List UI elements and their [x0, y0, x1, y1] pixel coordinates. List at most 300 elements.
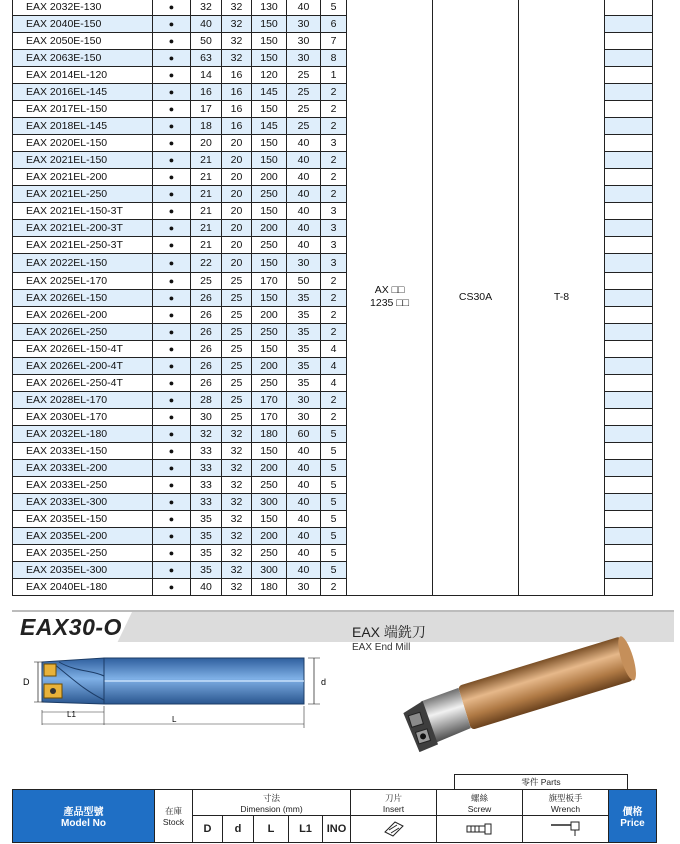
cell-D: 26 — [191, 307, 222, 324]
price-cell — [605, 0, 653, 16]
stock-dot: ● — [153, 358, 191, 375]
stock-dot: ● — [153, 579, 191, 596]
wrench-cell — [519, 0, 605, 596]
col-INO-header: INO — [323, 816, 351, 843]
cell-d: 20 — [222, 237, 252, 254]
cell-INO: 4 — [321, 341, 347, 358]
cell-D: 35 — [191, 528, 222, 545]
cell-L: 200 — [252, 220, 287, 237]
cell-L1: 25 — [287, 101, 321, 118]
cell-D: 26 — [191, 341, 222, 358]
screw-cell — [433, 0, 519, 596]
model-cell: EAX 2033EL-250 — [13, 477, 153, 494]
cell-L1: 40 — [287, 0, 321, 16]
price-cell — [605, 237, 653, 254]
cell-d: 32 — [222, 0, 252, 16]
cell-L: 150 — [252, 16, 287, 33]
cell-D: 35 — [191, 511, 222, 528]
dimension-en: Dimension (mm) — [240, 803, 303, 814]
cell-d: 16 — [222, 67, 252, 84]
cell-L: 150 — [252, 443, 287, 460]
cell-L: 200 — [252, 169, 287, 186]
cell-D: 21 — [191, 169, 222, 186]
stock-dot: ● — [153, 307, 191, 324]
cell-L1: 40 — [287, 477, 321, 494]
cell-d: 16 — [222, 101, 252, 118]
model-cell: EAX 2017EL-150 — [13, 101, 153, 118]
cell-d: 32 — [222, 528, 252, 545]
cell-D: 33 — [191, 477, 222, 494]
cell-d: 32 — [222, 460, 252, 477]
cell-d: 32 — [222, 443, 252, 460]
model-cell: EAX 2014EL-120 — [13, 67, 153, 84]
stock-dot: ● — [153, 101, 191, 118]
stock-dot: ● — [153, 477, 191, 494]
cell-D: 21 — [191, 152, 222, 169]
stock-dot: ● — [153, 237, 191, 254]
cell-D: 32 — [191, 0, 222, 16]
cell-INO: 5 — [321, 460, 347, 477]
stock-zh: 在庫 — [164, 806, 182, 816]
model-no-zh: 產品型號 — [63, 807, 104, 818]
model-cell: EAX 2021EL-250-3T — [13, 237, 153, 254]
model-cell: EAX 2026EL-200-4T — [13, 358, 153, 375]
dimension-header — [193, 790, 351, 816]
col-d-header: d — [223, 816, 254, 843]
cell-INO: 2 — [321, 392, 347, 409]
cell-INO: 2 — [321, 84, 347, 101]
cell-d: 25 — [222, 290, 252, 307]
price-cell — [605, 579, 653, 596]
cell-INO: 8 — [321, 50, 347, 67]
stock-dot: ● — [153, 290, 191, 307]
cell-L: 120 — [252, 67, 287, 84]
price-cell — [605, 254, 653, 273]
cell-L: 180 — [252, 426, 287, 443]
model-cell: EAX 2035EL-250 — [13, 545, 153, 562]
cell-L: 200 — [252, 358, 287, 375]
cell-D: 33 — [191, 460, 222, 477]
stock-dot: ● — [153, 50, 191, 67]
cell-D: 50 — [191, 33, 222, 50]
price-cell — [605, 101, 653, 118]
cell-L1: 25 — [287, 118, 321, 135]
stock-dot: ● — [153, 341, 191, 358]
cell-L1: 30 — [287, 579, 321, 596]
cell-INO: 2 — [321, 290, 347, 307]
model-cell: EAX 2018EL-145 — [13, 118, 153, 135]
stock-dot: ● — [153, 375, 191, 392]
cell-L: 150 — [252, 511, 287, 528]
cell-L: 130 — [252, 0, 287, 16]
model-cell: EAX 2033EL-150 — [13, 443, 153, 460]
model-cell: EAX 2021EL-250 — [13, 186, 153, 203]
stock-dot: ● — [153, 443, 191, 460]
cell-L: 180 — [252, 579, 287, 596]
cell-d: 32 — [222, 545, 252, 562]
cell-L1: 40 — [287, 443, 321, 460]
cell-INO: 3 — [321, 220, 347, 237]
model-cell: EAX 2040E-150 — [13, 16, 153, 33]
cell-INO: 5 — [321, 562, 347, 579]
price-cell — [605, 375, 653, 392]
price-cell — [605, 273, 653, 290]
wrench-zh: 旗型板手 — [548, 792, 583, 803]
cell-L: 150 — [252, 341, 287, 358]
model-cell: EAX 2040EL-180 — [13, 579, 153, 596]
cell-INO: 6 — [321, 16, 347, 33]
cell-D: 18 — [191, 118, 222, 135]
price-cell — [605, 203, 653, 220]
dim-L-label: L — [172, 715, 177, 724]
cell-INO: 5 — [321, 545, 347, 562]
model-cell: EAX 2020EL-150 — [13, 135, 153, 152]
price-cell — [605, 460, 653, 477]
cell-D: 26 — [191, 375, 222, 392]
wrench-icon — [549, 821, 583, 837]
stock-dot: ● — [153, 426, 191, 443]
stock-en: Stock — [162, 817, 185, 827]
stock-dot: ● — [153, 118, 191, 135]
cell-INO: 3 — [321, 237, 347, 254]
cell-L1: 30 — [287, 409, 321, 426]
cell-INO: 2 — [321, 409, 347, 426]
cell-D: 21 — [191, 237, 222, 254]
model-cell: EAX 2021EL-200 — [13, 169, 153, 186]
cell-d: 20 — [222, 220, 252, 237]
cell-d: 32 — [222, 579, 252, 596]
cell-L1: 40 — [287, 494, 321, 511]
cell-D: 16 — [191, 84, 222, 101]
stock-dot: ● — [153, 135, 191, 152]
cell-L1: 40 — [287, 562, 321, 579]
cell-L1: 40 — [287, 460, 321, 477]
stock-dot: ● — [153, 84, 191, 101]
cell-d: 25 — [222, 273, 252, 290]
cell-L1: 40 — [287, 186, 321, 203]
cell-L: 200 — [252, 307, 287, 324]
cell-d: 25 — [222, 375, 252, 392]
model-cell: EAX 2028EL-170 — [13, 392, 153, 409]
model-cell: EAX 2021EL-150-3T — [13, 203, 153, 220]
cell-L1: 35 — [287, 375, 321, 392]
model-cell: EAX 2035EL-300 — [13, 562, 153, 579]
cell-INO: 2 — [321, 101, 347, 118]
cell-L: 250 — [252, 186, 287, 203]
cell-d: 32 — [222, 477, 252, 494]
cell-INO: 2 — [321, 324, 347, 341]
cell-L: 150 — [252, 50, 287, 67]
cell-D: 26 — [191, 290, 222, 307]
stock-dot: ● — [153, 409, 191, 426]
product-code-title: EAX30-O — [20, 614, 122, 640]
price-cell — [605, 477, 653, 494]
column-header-table — [12, 789, 657, 843]
insert-cell-line-2: 1235 □□ — [370, 297, 409, 309]
product-name-zh: EAX 端銑刀 — [352, 624, 426, 640]
cell-L: 200 — [252, 528, 287, 545]
price-en: Price — [620, 818, 645, 829]
cell-D: 20 — [191, 135, 222, 152]
model-cell: EAX 2026EL-250 — [13, 324, 153, 341]
cell-d: 20 — [222, 152, 252, 169]
model-cell: EAX 2030EL-170 — [13, 409, 153, 426]
stock-dot: ● — [153, 254, 191, 273]
dim-D-label: D — [23, 677, 30, 687]
insert-zh: 刀片 — [384, 792, 402, 803]
cell-d: 32 — [222, 16, 252, 33]
cell-d: 20 — [222, 203, 252, 220]
cell-INO: 2 — [321, 273, 347, 290]
model-cell: EAX 2026EL-150-4T — [13, 341, 153, 358]
cell-INO: 3 — [321, 254, 347, 273]
product-spec-table — [12, 0, 653, 596]
dim-L1-label: L1 — [67, 710, 76, 719]
price-cell — [605, 562, 653, 579]
cell-INO: 3 — [321, 203, 347, 220]
cell-INO: 2 — [321, 307, 347, 324]
model-cell: EAX 2026EL-150 — [13, 290, 153, 307]
price-cell — [605, 50, 653, 67]
cell-L1: 30 — [287, 50, 321, 67]
cell-L: 170 — [252, 273, 287, 290]
cell-L1: 30 — [287, 16, 321, 33]
cell-L1: 50 — [287, 273, 321, 290]
col-L-header: L — [254, 816, 289, 843]
cell-INO: 5 — [321, 0, 347, 16]
stock-dot: ● — [153, 562, 191, 579]
stock-dot: ● — [153, 220, 191, 237]
model-no-en: Model No — [61, 818, 106, 829]
screw-icon — [465, 822, 495, 836]
insert-header — [351, 790, 437, 816]
model-cell: EAX 2063E-150 — [13, 50, 153, 67]
price-header — [609, 790, 657, 843]
stock-dot: ● — [153, 494, 191, 511]
cell-D: 17 — [191, 101, 222, 118]
cell-INO: 2 — [321, 152, 347, 169]
cell-L: 300 — [252, 494, 287, 511]
cell-D: 26 — [191, 324, 222, 341]
model-cell: EAX 2022EL-150 — [13, 254, 153, 273]
cell-INO: 5 — [321, 443, 347, 460]
cell-INO: 5 — [321, 511, 347, 528]
stock-dot: ● — [153, 186, 191, 203]
model-no-header — [13, 790, 155, 843]
price-cell — [605, 67, 653, 84]
model-cell: EAX 2026EL-250-4T — [13, 375, 153, 392]
cell-L: 250 — [252, 477, 287, 494]
cell-d: 16 — [222, 84, 252, 101]
cell-d: 32 — [222, 494, 252, 511]
cell-L1: 35 — [287, 341, 321, 358]
stock-dot: ● — [153, 392, 191, 409]
cell-D: 32 — [191, 426, 222, 443]
cell-D: 35 — [191, 562, 222, 579]
price-cell — [605, 324, 653, 341]
price-cell — [605, 545, 653, 562]
stock-header — [155, 790, 193, 843]
price-cell — [605, 307, 653, 324]
col-D-header: D — [193, 816, 223, 843]
dim-d-label: d — [321, 677, 327, 687]
cell-d: 25 — [222, 324, 252, 341]
cell-d: 32 — [222, 511, 252, 528]
cell-INO: 4 — [321, 358, 347, 375]
cell-INO: 2 — [321, 186, 347, 203]
cell-L: 150 — [252, 254, 287, 273]
cell-L: 150 — [252, 290, 287, 307]
cell-D: 40 — [191, 579, 222, 596]
cell-INO: 4 — [321, 375, 347, 392]
cell-L1: 30 — [287, 33, 321, 50]
model-cell: EAX 2033EL-200 — [13, 460, 153, 477]
cell-d: 20 — [222, 186, 252, 203]
cell-L1: 35 — [287, 307, 321, 324]
price-cell — [605, 220, 653, 237]
cell-L: 150 — [252, 135, 287, 152]
cell-D: 14 — [191, 67, 222, 84]
parts-header: 零件 Parts — [454, 774, 628, 790]
screw-icon-cell — [437, 816, 523, 843]
product-spec-rows — [13, 0, 653, 596]
cell-L1: 40 — [287, 511, 321, 528]
cell-d: 20 — [222, 254, 252, 273]
cell-L: 250 — [252, 324, 287, 341]
cell-L1: 30 — [287, 392, 321, 409]
cell-L: 300 — [252, 562, 287, 579]
cell-L: 150 — [252, 101, 287, 118]
model-cell: EAX 2026EL-200 — [13, 307, 153, 324]
cell-d: 20 — [222, 169, 252, 186]
cell-INO: 5 — [321, 477, 347, 494]
insert-en: Insert — [382, 803, 405, 814]
cell-INO: 7 — [321, 33, 347, 50]
cell-D: 40 — [191, 16, 222, 33]
cell-L1: 25 — [287, 84, 321, 101]
price-cell — [605, 118, 653, 135]
price-cell — [605, 528, 653, 545]
insert-icon-cell — [351, 816, 437, 843]
model-cell: EAX 2033EL-300 — [13, 494, 153, 511]
cell-d: 32 — [222, 426, 252, 443]
screw-zh: 螺絲 — [470, 792, 488, 803]
cell-D: 21 — [191, 220, 222, 237]
cell-L1: 40 — [287, 220, 321, 237]
wrench-en: Wrench — [550, 803, 581, 814]
insert-icon — [383, 820, 405, 838]
model-cell: EAX 2032E-130 — [13, 0, 153, 16]
cell-D: 63 — [191, 50, 222, 67]
cell-L1: 40 — [287, 545, 321, 562]
screw-cell-line-1: CS30A — [458, 290, 493, 303]
cell-L1: 25 — [287, 67, 321, 84]
cell-d: 25 — [222, 409, 252, 426]
cell-INO: 2 — [321, 118, 347, 135]
cell-INO: 5 — [321, 426, 347, 443]
cell-L: 250 — [252, 375, 287, 392]
price-cell — [605, 511, 653, 528]
cell-d: 32 — [222, 50, 252, 67]
cell-D: 30 — [191, 409, 222, 426]
cell-L1: 40 — [287, 135, 321, 152]
price-cell — [605, 443, 653, 460]
price-cell — [605, 494, 653, 511]
stock-dot: ● — [153, 0, 191, 16]
wrench-cell-line-1: T-8 — [553, 290, 570, 303]
model-cell: EAX 2035EL-150 — [13, 511, 153, 528]
cell-L: 150 — [252, 203, 287, 220]
cell-L: 170 — [252, 409, 287, 426]
stock-dot: ● — [153, 33, 191, 50]
cell-L: 150 — [252, 33, 287, 50]
cell-L1: 40 — [287, 237, 321, 254]
price-cell — [605, 169, 653, 186]
stock-dot: ● — [153, 460, 191, 477]
model-cell: EAX 2016EL-145 — [13, 84, 153, 101]
price-cell — [605, 33, 653, 50]
cell-L: 150 — [252, 152, 287, 169]
cell-d: 25 — [222, 307, 252, 324]
cell-d: 32 — [222, 33, 252, 50]
price-cell — [605, 152, 653, 169]
cell-L1: 40 — [287, 528, 321, 545]
model-cell: EAX 2032EL-180 — [13, 426, 153, 443]
insert-cell-line-1: AX □□ — [374, 284, 405, 296]
price-cell — [605, 341, 653, 358]
model-cell: EAX 2021EL-200-3T — [13, 220, 153, 237]
cell-d: 20 — [222, 135, 252, 152]
price-cell — [605, 135, 653, 152]
cell-d: 16 — [222, 118, 252, 135]
price-cell — [605, 426, 653, 443]
price-cell — [605, 290, 653, 307]
cell-L: 250 — [252, 237, 287, 254]
stock-dot: ● — [153, 511, 191, 528]
product-name-en: EAX End Mill — [352, 642, 411, 653]
table-row — [13, 0, 653, 16]
cell-D: 22 — [191, 254, 222, 273]
cell-INO: 3 — [321, 135, 347, 152]
cell-L1: 40 — [287, 203, 321, 220]
cell-d: 25 — [222, 341, 252, 358]
stock-dot: ● — [153, 169, 191, 186]
cell-D: 26 — [191, 358, 222, 375]
cell-L: 145 — [252, 84, 287, 101]
stock-dot: ● — [153, 545, 191, 562]
cell-L: 170 — [252, 392, 287, 409]
model-cell: EAX 2035EL-200 — [13, 528, 153, 545]
cell-INO: 2 — [321, 169, 347, 186]
wrench-icon-cell — [523, 816, 609, 843]
cell-L1: 40 — [287, 152, 321, 169]
price-cell — [605, 358, 653, 375]
stock-dot: ● — [153, 16, 191, 33]
price-cell — [605, 409, 653, 426]
cell-D: 33 — [191, 443, 222, 460]
cell-d: 25 — [222, 358, 252, 375]
insert-cell — [347, 0, 433, 596]
screw-en: Screw — [467, 803, 492, 814]
stock-dot: ● — [153, 273, 191, 290]
cell-L1: 30 — [287, 254, 321, 273]
cell-INO: 5 — [321, 494, 347, 511]
cell-INO: 5 — [321, 528, 347, 545]
cell-INO: 1 — [321, 67, 347, 84]
dimension-zh: 寸法 — [262, 792, 280, 803]
stock-dot: ● — [153, 528, 191, 545]
cell-D: 21 — [191, 186, 222, 203]
